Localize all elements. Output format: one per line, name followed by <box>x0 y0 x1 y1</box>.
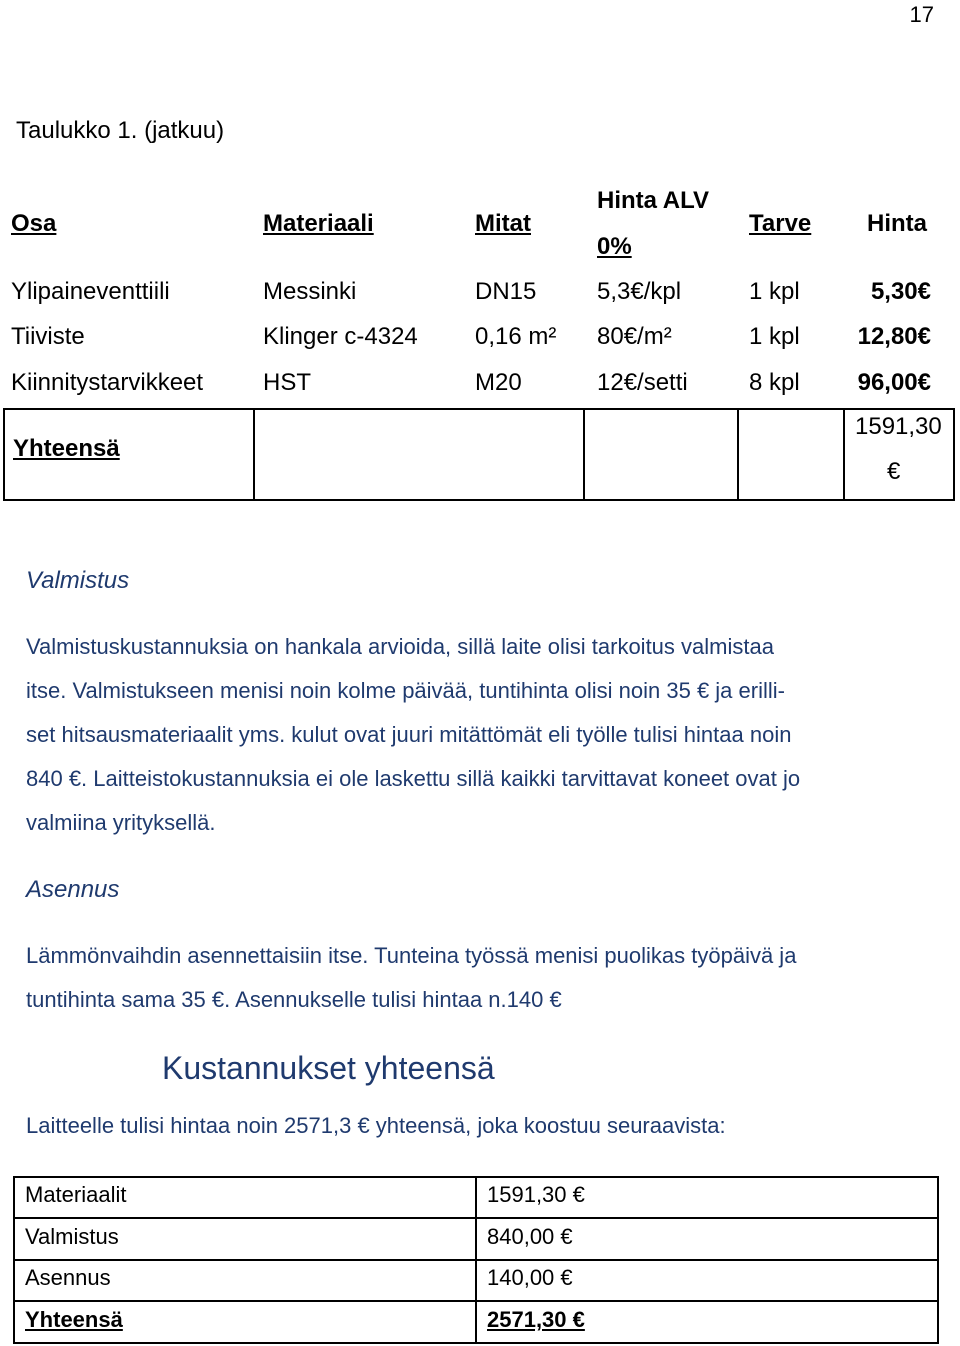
asennus-line-1: Lämmönvaihdin asennettaisiin itse. Tunteina työssä menisi puolikas työpäivä ja <box>26 943 797 968</box>
valmistus-heading: Valmistus <box>26 567 130 594</box>
table-row-1-osa: Ylipaineventtiili <box>11 278 170 305</box>
table-row-2-tarve: 1 kpl <box>749 323 800 350</box>
table-row-3-tarve: 8 kpl <box>749 369 800 396</box>
summary-label: Valmistus <box>25 1224 119 1249</box>
summary-total-label: Yhteensä <box>25 1307 123 1332</box>
header-materiaali: Materiaali <box>263 210 374 237</box>
table-row-1-hinta-alv: 5,3€/kpl <box>597 278 682 305</box>
total-row-divider-2 <box>583 408 585 501</box>
header-hinta: Hinta <box>867 210 927 237</box>
table-row-2-materiaali: Klinger c-4324 <box>263 323 418 350</box>
header-hinta-alv-line1: Hinta ALV <box>597 187 709 214</box>
table-row-2-hinta: 12,80€ <box>857 323 931 350</box>
header-osa: Osa <box>11 210 57 237</box>
valmistus-line-4: 840 €. Laitteistokustannuksia ei ole laskettu sillä kaikki tarvittavat koneet ovat jo <box>26 766 801 791</box>
total-row-divider-1 <box>253 408 255 501</box>
summary-label: Materiaalit <box>25 1182 127 1207</box>
kustannukset-title: Kustannukset yhteensä <box>162 1050 495 1086</box>
table-row-3-materiaali: HST <box>263 369 311 396</box>
table-row-3-osa: Kiinnitystarvikkeet <box>11 369 204 396</box>
table-row-1-hinta: 5,30€ <box>870 278 931 305</box>
summary-row-yhteensa <box>13 1301 939 1343</box>
total-row-right-border <box>953 408 955 501</box>
asennus-line-2: tuntihinta sama 35 €. Asennukselle tulisi hintaa n.140 € <box>26 987 562 1012</box>
summary-row-asennus <box>13 1259 939 1301</box>
table-row-3-hinta: 96,00€ <box>857 369 931 396</box>
total-row-left-border <box>3 408 5 501</box>
summary-amount: 840,00 € <box>487 1224 573 1249</box>
table-row-3-hinta-alv: 12€/setti <box>597 369 688 396</box>
summary-total-amount: 2571,30 € <box>487 1307 585 1332</box>
summary-table <box>13 1176 939 1344</box>
total-row-top-border <box>3 408 955 410</box>
header-hinta-alv-line2: 0% <box>597 233 632 260</box>
total-row-divider-4 <box>843 408 845 501</box>
parts-table <box>3 183 955 501</box>
summary-row-materiaalit <box>13 1176 939 1218</box>
asennus-paragraph <box>26 934 936 1022</box>
table-row-3-mitat: M20 <box>475 369 522 396</box>
page-number: 17 <box>909 2 934 27</box>
table-row-1-mitat: DN15 <box>475 278 537 305</box>
valmistus-line-5: valmiina yrityksellä. <box>26 810 216 835</box>
table-caption: Taulukko 1. (jatkuu) <box>16 117 225 144</box>
table-row-2-osa: Tiiviste <box>11 323 85 350</box>
valmistus-line-2: itse. Valmistukseen menisi noin kolme päivää, tuntihinta olisi noin 35 € ja erilli- <box>26 678 785 703</box>
total-currency: € <box>887 458 901 485</box>
summary-label: Asennus <box>25 1265 111 1290</box>
header-tarve: Tarve <box>749 210 812 237</box>
total-label: Yhteensä <box>13 435 120 462</box>
header-mitat: Mitat <box>475 210 531 237</box>
total-row-divider-3 <box>737 408 739 501</box>
valmistus-line-1: Valmistuskustannuksia on hankala arvioida, sillä laite olisi tarkoitus valmistaa <box>26 634 774 659</box>
table-row-1-materiaali: Messinki <box>263 278 357 305</box>
total-value: 1591,30 <box>855 413 942 440</box>
total-row-bottom-border <box>3 499 955 501</box>
table-row-1-tarve: 1 kpl <box>749 278 800 305</box>
asennus-heading: Asennus <box>26 876 120 903</box>
summary-row-valmistus <box>13 1218 939 1260</box>
kustannukset-intro: Laitteelle tulisi hintaa noin 2571,3 € yhteensä, joka koostuu seuraavista: <box>26 1113 726 1138</box>
table-row-2-hinta-alv: 80€/m² <box>597 323 672 350</box>
valmistus-line-3: set hitsausmateriaalit yms. kulut ovat juuri mitättömät eli työlle tulisi hintaa noin <box>26 722 792 747</box>
valmistus-paragraph <box>26 625 936 845</box>
summary-amount: 140,00 € <box>487 1265 573 1290</box>
table-row-2-mitat: 0,16 m² <box>475 323 557 350</box>
summary-amount: 1591,30 € <box>487 1182 585 1207</box>
